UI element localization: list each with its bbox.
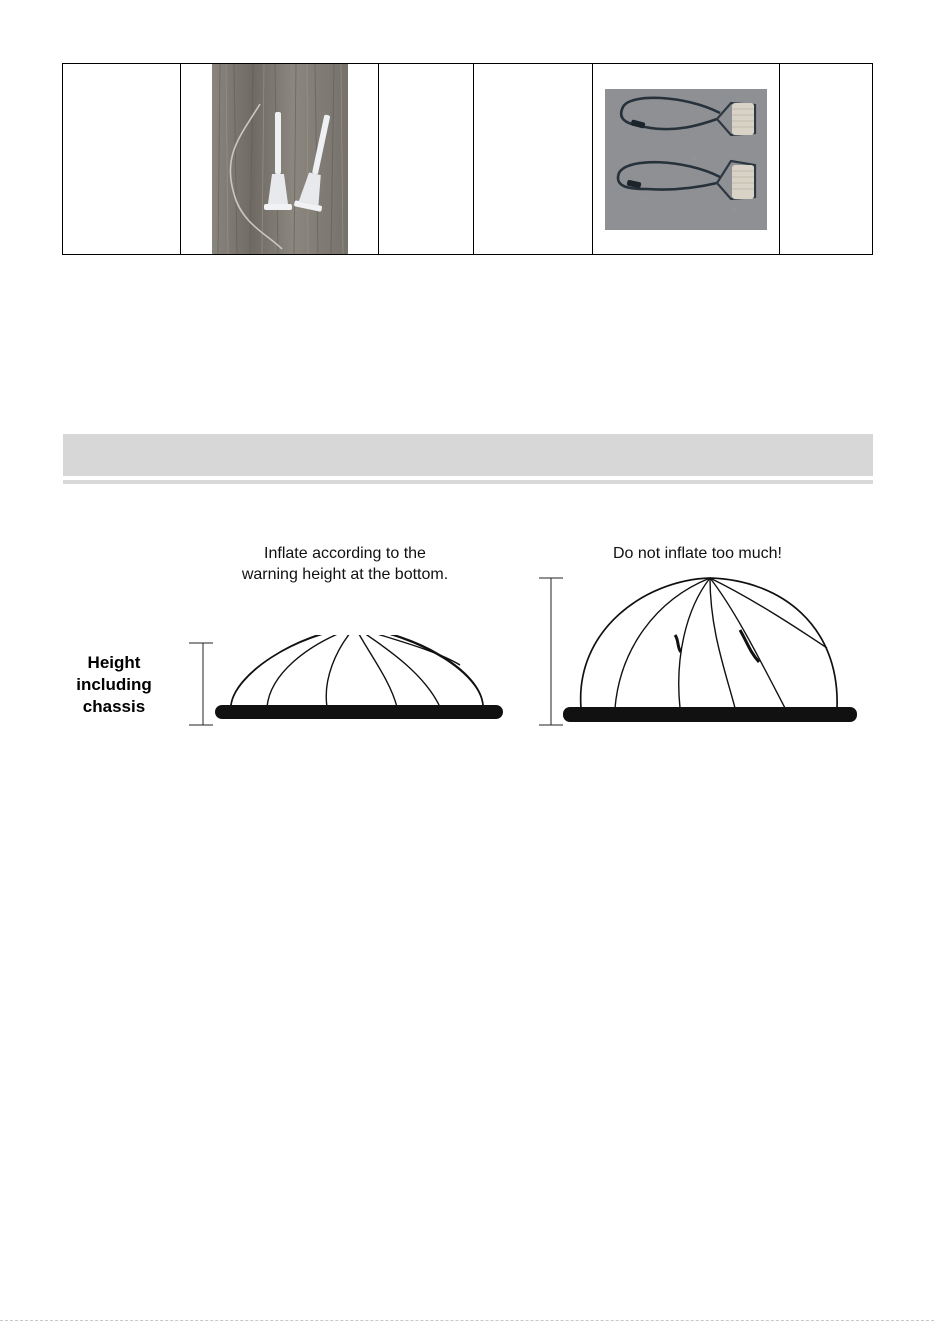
empty-cell-2	[379, 64, 474, 255]
section-header-bar	[63, 434, 873, 476]
pump-needles-photo	[212, 64, 348, 254]
parts-table	[62, 63, 873, 255]
resistance-bands-photo	[605, 89, 767, 230]
empty-cell-4	[780, 64, 873, 255]
height-label: Height including chassis	[76, 653, 152, 716]
photo-cell-pump-needles	[181, 64, 379, 255]
overinflated-diagram	[535, 570, 860, 735]
right-caption: Do not inflate too much!	[613, 545, 782, 562]
correct-inflation-diagram	[185, 635, 505, 735]
page-bottom-edge	[0, 1320, 934, 1321]
empty-cell-1	[63, 64, 181, 255]
empty-cell-3	[474, 64, 593, 255]
section-divider	[63, 480, 873, 484]
photo-cell-resistance-bands	[593, 64, 780, 255]
left-caption: Inflate according to the warning height at the bottom.	[241, 545, 449, 583]
